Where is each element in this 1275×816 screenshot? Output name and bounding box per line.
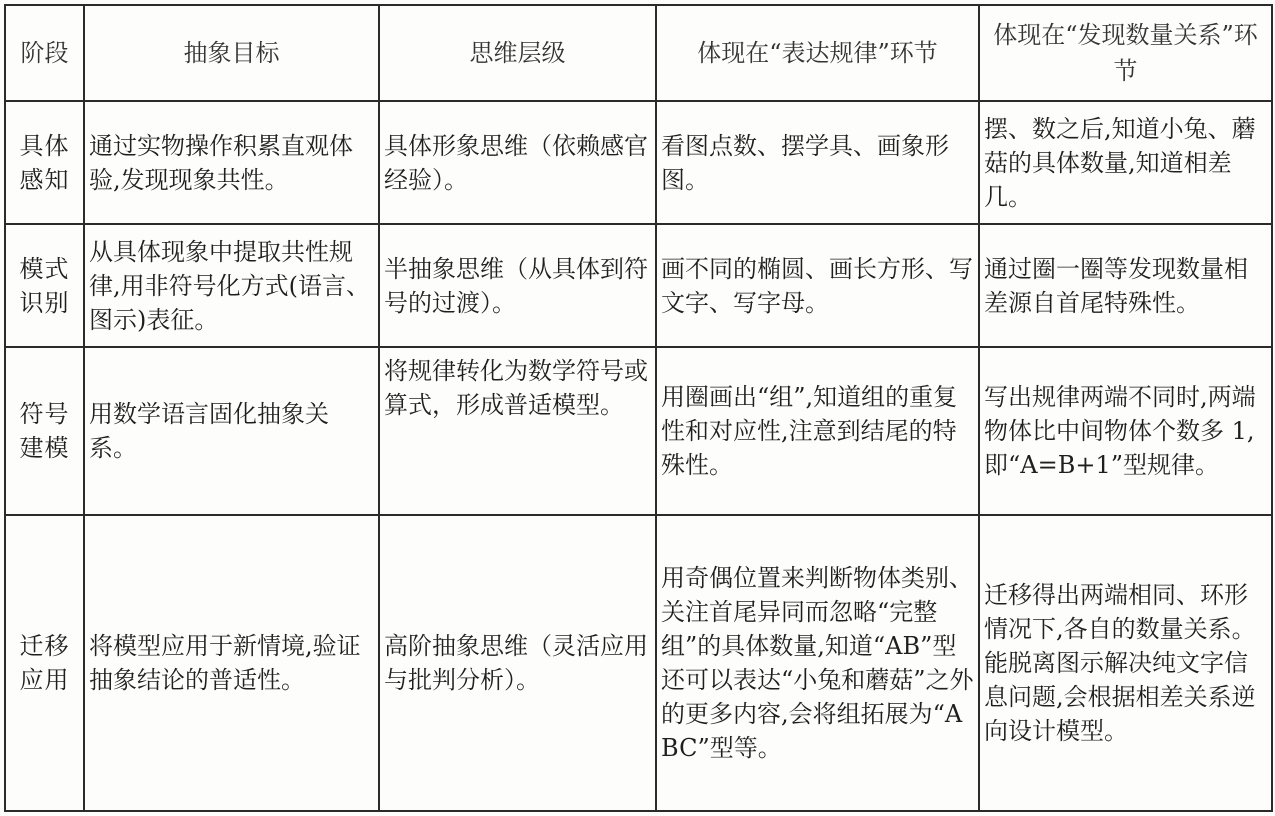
goal-cell: 将模型应用于新情境,验证抽象结论的普适性。 bbox=[84, 515, 379, 811]
goal-cell: 从具体现象中提取共性规律,用非符号化方式(语言、图示)表征。 bbox=[84, 224, 379, 347]
level-cell: 具体形象思维（依赖感官经验）。 bbox=[379, 101, 656, 224]
rule-cell: 看图点数、摆学具、画象形图。 bbox=[656, 101, 979, 224]
rule-cell: 画不同的椭圆、画长方形、写文字、写字母。 bbox=[656, 224, 979, 347]
abstraction-stage-table bbox=[4, 4, 1273, 812]
rule-cell: 用圈画出“组”,知道组的重复性和对应性,注意到结尾的特殊性。 bbox=[656, 347, 979, 515]
header-goal: 抽象目标 bbox=[84, 5, 379, 101]
relation-cell: 写出规律两端不同时,两端物体比中间物体个数多 1,即“A=B+1”型规律。 bbox=[979, 347, 1272, 515]
relation-cell: 迁移得出两端相同、环形情况下,各自的数量关系。能脱离图示解决纯文字信息问题,会根据相差关系逆向设计模型。 bbox=[979, 515, 1272, 811]
stage-cell: 具体感知 bbox=[5, 101, 84, 224]
stage-cell: 模式识别 bbox=[5, 224, 84, 347]
header-stage: 阶段 bbox=[5, 5, 84, 101]
rule-cell: 用奇偶位置来判断物体类别、关注首尾异同而忽略“完整组”的具体数量,知道“AB”型还可以表达“小兔和蘑菇”之外的更多内容,会将组拓展为“ABC”型等。 bbox=[656, 515, 979, 811]
stage-cell: 迁移应用 bbox=[5, 515, 84, 811]
table-row bbox=[5, 515, 1272, 811]
table-row bbox=[5, 224, 1272, 347]
relation-cell: 通过圈一圈等发现数量相差源自首尾特殊性。 bbox=[979, 224, 1272, 347]
table-row bbox=[5, 101, 1272, 224]
header-relation: 体现在“发现数量关系”环节 bbox=[979, 5, 1272, 101]
stage-cell: 符号建模 bbox=[5, 347, 84, 515]
goal-cell: 用数学语言固化抽象关系。 bbox=[84, 347, 379, 515]
table-row bbox=[5, 347, 1272, 515]
table-header-row bbox=[5, 5, 1272, 101]
header-rule: 体现在“表达规律”环节 bbox=[656, 5, 979, 101]
relation-cell: 摆、数之后,知道小兔、蘑菇的具体数量,知道相差几。 bbox=[979, 101, 1272, 224]
goal-cell: 通过实物操作积累直观体验,发现现象共性。 bbox=[84, 101, 379, 224]
header-level: 思维层级 bbox=[379, 5, 656, 101]
level-cell: 高阶抽象思维（灵活应用与批判分析）。 bbox=[379, 515, 656, 811]
level-cell: 半抽象思维（从具体到符号的过渡）。 bbox=[379, 224, 656, 347]
level-cell: 将规律转化为数学符号或算式，形成普适模型。 bbox=[379, 347, 656, 515]
